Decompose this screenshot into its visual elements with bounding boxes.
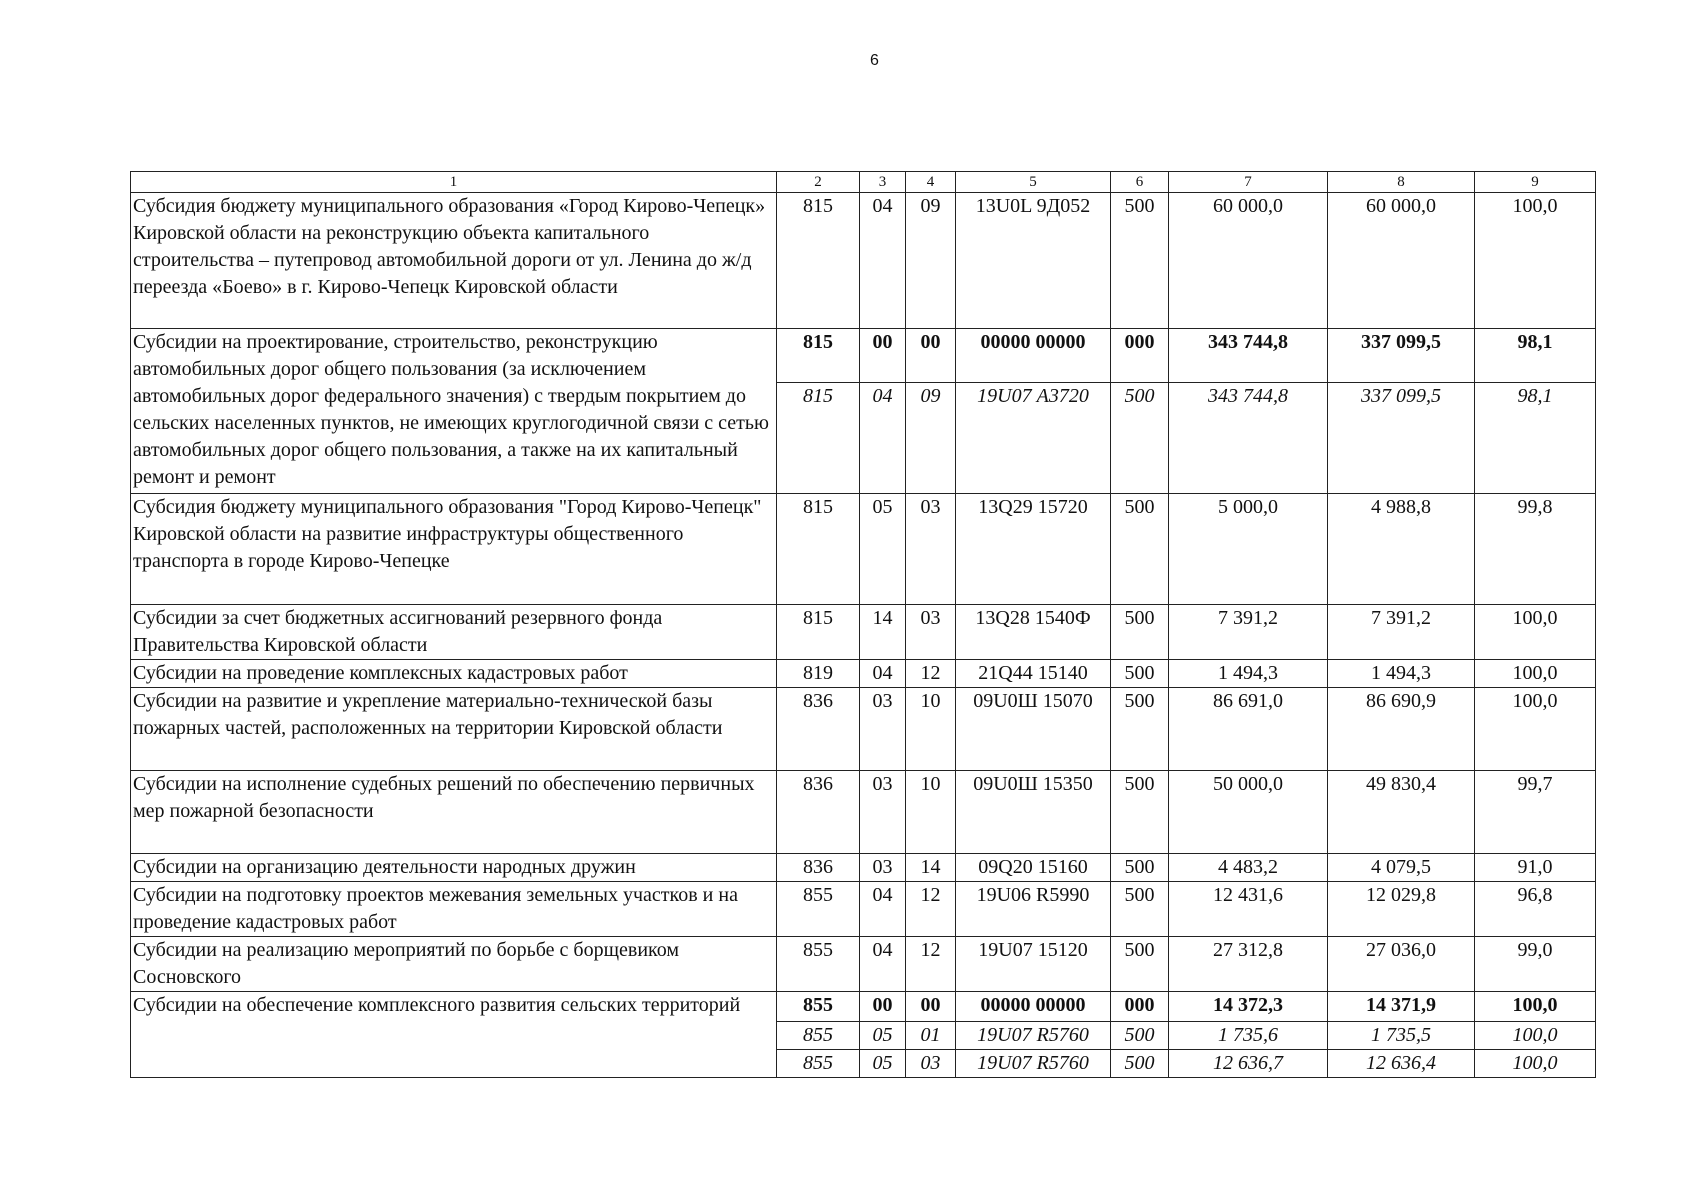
table-cell: 99,0 xyxy=(1475,937,1596,992)
table-cell: 03 xyxy=(906,494,956,605)
table-cell: 1 494,3 xyxy=(1169,660,1328,688)
table-cell: 21Q44 15140 xyxy=(956,660,1111,688)
table-cell: 819 xyxy=(777,660,860,688)
table-cell: 00000 00000 xyxy=(956,329,1111,383)
table-cell: 00 xyxy=(860,992,906,1022)
table-cell: 04 xyxy=(860,882,906,937)
table-cell: 836 xyxy=(777,771,860,854)
table-cell: 500 xyxy=(1111,1050,1169,1078)
page-number: 6 xyxy=(870,52,879,69)
table-cell: 04 xyxy=(860,193,906,329)
table-cell: 500 xyxy=(1111,605,1169,660)
table-row xyxy=(131,329,1596,383)
row-label: Субсидии на реализацию мероприятий по борьбе с борщевиком Сосновского xyxy=(131,937,777,992)
table-row xyxy=(131,660,1596,688)
table-cell: 815 xyxy=(777,329,860,383)
table-cell: 04 xyxy=(860,937,906,992)
table-cell: 27 036,0 xyxy=(1328,937,1475,992)
table-cell: 03 xyxy=(860,688,906,771)
table-cell: 337 099,5 xyxy=(1328,329,1475,383)
table-cell: 1 494,3 xyxy=(1328,660,1475,688)
table-cell: 10 xyxy=(906,771,956,854)
table-row xyxy=(131,937,1596,992)
table-cell: 12 xyxy=(906,882,956,937)
table-cell: 500 xyxy=(1111,688,1169,771)
row-label: Субсидия бюджету муниципального образования «Город Кирово-Чепецк» Кировской области на реконструкцию объекта капитального строительства – путепровод автомобильной дороги от ул. Ленина до ж/д переезда «Боево» в г. Кирово-Чепецк Кировской области xyxy=(131,193,777,329)
table-cell: 836 xyxy=(777,854,860,882)
table-cell: 815 xyxy=(777,605,860,660)
table-cell: 13Q29 15720 xyxy=(956,494,1111,605)
table-cell: 14 xyxy=(860,605,906,660)
table-row xyxy=(131,992,1596,1022)
table-cell: 14 xyxy=(906,854,956,882)
table-row xyxy=(131,882,1596,937)
table-cell: 100,0 xyxy=(1475,660,1596,688)
table-cell: 500 xyxy=(1111,1022,1169,1050)
table-cell: 100,0 xyxy=(1475,992,1596,1022)
table-row xyxy=(131,494,1596,605)
table-cell: 19U07 R5760 xyxy=(956,1050,1111,1078)
header-cell: 5 xyxy=(956,172,1111,193)
header-cell: 1 xyxy=(131,172,777,193)
row-label: Субсидия бюджету муниципального образования "Город Кирово-Чепецк" Кировской области на развитие инфраструктуры общественного транспорта в городе Кирово-Чепецке xyxy=(131,494,777,605)
table-cell: 04 xyxy=(860,660,906,688)
table-cell: 60 000,0 xyxy=(1169,193,1328,329)
table-cell: 19U07 15120 xyxy=(956,937,1111,992)
table-cell: 000 xyxy=(1111,992,1169,1022)
table-cell: 500 xyxy=(1111,854,1169,882)
table-cell: 13U0L 9Д052 xyxy=(956,193,1111,329)
table-cell: 91,0 xyxy=(1475,854,1596,882)
table-cell: 09 xyxy=(906,383,956,494)
table-cell: 100,0 xyxy=(1475,193,1596,329)
table-cell: 500 xyxy=(1111,660,1169,688)
table-cell: 12 431,6 xyxy=(1169,882,1328,937)
header-cell: 2 xyxy=(777,172,860,193)
row-label: Субсидии на обеспечение комплексного развития сельских территорий xyxy=(131,992,777,1078)
budget-table xyxy=(130,171,1596,1078)
table-cell: 00000 00000 xyxy=(956,992,1111,1022)
table-cell: 337 099,5 xyxy=(1328,383,1475,494)
table-cell: 13Q28 1540Ф xyxy=(956,605,1111,660)
row-label: Субсидии на организацию деятельности народных дружин xyxy=(131,854,777,882)
table-cell: 14 372,3 xyxy=(1169,992,1328,1022)
table-cell: 4 988,8 xyxy=(1328,494,1475,605)
row-label: Субсидии на проектирование, строительство, реконструкцию автомобильных дорог общего пользования (за исключением автомобильных дорог федерального значения) с твердым покрытием до сельских населенных пунктов, не имеющих круглогодичной связи с сетью автомобильных дорог общего пользования, а также на их капитальный ремонт и ремонт xyxy=(131,329,777,494)
table-cell: 815 xyxy=(777,494,860,605)
table-cell: 05 xyxy=(860,1022,906,1050)
table-cell: 343 744,8 xyxy=(1169,329,1328,383)
table-row xyxy=(131,771,1596,854)
table-cell: 500 xyxy=(1111,882,1169,937)
table-cell: 98,1 xyxy=(1475,329,1596,383)
table-cell: 1 735,6 xyxy=(1169,1022,1328,1050)
table-cell: 04 xyxy=(860,383,906,494)
table-cell: 100,0 xyxy=(1475,1022,1596,1050)
row-label: Субсидии на развитие и укрепление материально-технической базы пожарных частей, расположенных на территории Кировской области xyxy=(131,688,777,771)
table-cell: 86 691,0 xyxy=(1169,688,1328,771)
table-cell: 19U06 R5990 xyxy=(956,882,1111,937)
table-cell: 7 391,2 xyxy=(1328,605,1475,660)
table-cell: 500 xyxy=(1111,937,1169,992)
table-cell: 05 xyxy=(860,494,906,605)
table-cell: 500 xyxy=(1111,771,1169,854)
table-cell: 000 xyxy=(1111,329,1169,383)
table-cell: 09Q20 15160 xyxy=(956,854,1111,882)
table-cell: 03 xyxy=(906,1050,956,1078)
table-cell: 500 xyxy=(1111,494,1169,605)
table-cell: 03 xyxy=(860,771,906,854)
table-cell: 855 xyxy=(777,937,860,992)
row-label: Субсидии за счет бюджетных ассигнований резервного фонда Правительства Кировской области xyxy=(131,605,777,660)
table-cell: 09U0Ш 15350 xyxy=(956,771,1111,854)
table-cell: 10 xyxy=(906,688,956,771)
table-cell: 27 312,8 xyxy=(1169,937,1328,992)
table-cell: 4 079,5 xyxy=(1328,854,1475,882)
table-cell: 99,7 xyxy=(1475,771,1596,854)
table-cell: 7 391,2 xyxy=(1169,605,1328,660)
row-label: Субсидии на проведение комплексных кадастровых работ xyxy=(131,660,777,688)
header-cell: 8 xyxy=(1328,172,1475,193)
table-cell: 00 xyxy=(906,329,956,383)
row-label: Субсидии на исполнение судебных решений по обеспечению первичных мер пожарной безопасности xyxy=(131,771,777,854)
table-cell: 99,8 xyxy=(1475,494,1596,605)
header-cell: 4 xyxy=(906,172,956,193)
table-row xyxy=(131,854,1596,882)
table-cell: 03 xyxy=(860,854,906,882)
table-cell: 836 xyxy=(777,688,860,771)
table-row xyxy=(131,688,1596,771)
table-cell: 14 371,9 xyxy=(1328,992,1475,1022)
table-cell: 1 735,5 xyxy=(1328,1022,1475,1050)
header-cell: 7 xyxy=(1169,172,1328,193)
table-cell: 100,0 xyxy=(1475,605,1596,660)
table-cell: 855 xyxy=(777,1050,860,1078)
table-cell: 19U07 R5760 xyxy=(956,1022,1111,1050)
table-cell: 98,1 xyxy=(1475,383,1596,494)
header-cell: 6 xyxy=(1111,172,1169,193)
table-cell: 500 xyxy=(1111,383,1169,494)
table-cell: 100,0 xyxy=(1475,1050,1596,1078)
table-row xyxy=(131,193,1596,329)
table-cell: 00 xyxy=(906,992,956,1022)
table-cell: 19U07 А3720 xyxy=(956,383,1111,494)
table-cell: 12 636,7 xyxy=(1169,1050,1328,1078)
table-cell: 12 xyxy=(906,937,956,992)
header-row xyxy=(131,172,1596,193)
table-cell: 12 xyxy=(906,660,956,688)
table-cell: 03 xyxy=(906,605,956,660)
table-cell: 00 xyxy=(860,329,906,383)
table-cell: 855 xyxy=(777,1022,860,1050)
row-label: Субсидии на подготовку проектов межевания земельных участков и на проведение кадастровых работ xyxy=(131,882,777,937)
table-cell: 855 xyxy=(777,882,860,937)
table-cell: 49 830,4 xyxy=(1328,771,1475,854)
table-cell: 50 000,0 xyxy=(1169,771,1328,854)
table-cell: 09 xyxy=(906,193,956,329)
header-cell: 3 xyxy=(860,172,906,193)
table-cell: 96,8 xyxy=(1475,882,1596,937)
table-cell: 4 483,2 xyxy=(1169,854,1328,882)
table-body xyxy=(131,193,1596,1078)
table-cell: 09U0Ш 15070 xyxy=(956,688,1111,771)
table-cell: 815 xyxy=(777,193,860,329)
header-cell: 9 xyxy=(1475,172,1596,193)
table-cell: 815 xyxy=(777,383,860,494)
table-cell: 5 000,0 xyxy=(1169,494,1328,605)
table-cell: 60 000,0 xyxy=(1328,193,1475,329)
table-row xyxy=(131,605,1596,660)
table-cell: 86 690,9 xyxy=(1328,688,1475,771)
table-cell: 12 636,4 xyxy=(1328,1050,1475,1078)
table-cell: 01 xyxy=(906,1022,956,1050)
table-cell: 500 xyxy=(1111,193,1169,329)
table-cell: 05 xyxy=(860,1050,906,1078)
table-cell: 343 744,8 xyxy=(1169,383,1328,494)
table-cell: 12 029,8 xyxy=(1328,882,1475,937)
table-cell: 855 xyxy=(777,992,860,1022)
table-cell: 100,0 xyxy=(1475,688,1596,771)
